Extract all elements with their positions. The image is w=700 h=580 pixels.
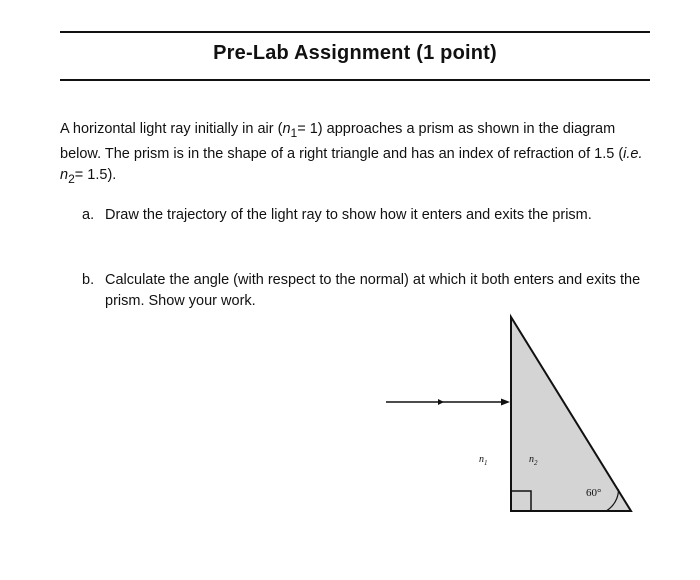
question-a-marker: a. bbox=[82, 207, 95, 223]
n1-subscript: 1 bbox=[290, 125, 298, 140]
intro-paragraph bbox=[60, 119, 650, 190]
intro-text-part2: ) approaches a prism as shown in the diagram below. The prism is in the shape of a right triangle and has an index of refraction of 1.5 ( bbox=[60, 121, 624, 162]
n1-label: $n_1$ bbox=[479, 454, 488, 467]
intro-text-part3: ). bbox=[107, 166, 117, 183]
ray-midpoint-arrow bbox=[438, 399, 444, 405]
top-rule bbox=[60, 31, 650, 33]
question-b-text: Calculate the angle (with respect to the normal) at which it both enters and exits the prism. Show your work. bbox=[105, 272, 641, 309]
prism-diagram bbox=[380, 312, 640, 517]
page-title: Pre-Lab Assignment (1 point) bbox=[213, 42, 497, 64]
n2-symbol: n bbox=[60, 166, 69, 183]
n1-value: = 1 bbox=[297, 121, 318, 137]
intro-text-part1: A horizontal light ray initially in air ( bbox=[60, 121, 283, 137]
n2-value: = 1.5 bbox=[74, 166, 108, 183]
question-a-text: Draw the trajectory of the light ray to show how it enters and exits the prism. bbox=[105, 207, 592, 223]
angle-label: 60° bbox=[586, 487, 602, 499]
n1-symbol: n bbox=[282, 121, 291, 137]
ie-abbreviation: i.e. bbox=[623, 145, 643, 162]
prism-triangle bbox=[511, 317, 631, 511]
ray-end-arrowhead bbox=[501, 399, 510, 406]
n2-subscript: 2 bbox=[68, 171, 75, 186]
question-b bbox=[82, 270, 652, 312]
bottom-rule bbox=[60, 79, 650, 81]
question-b-marker: b. bbox=[82, 272, 95, 288]
n2-label: $n_2$ bbox=[529, 454, 538, 467]
question-a bbox=[82, 205, 652, 226]
